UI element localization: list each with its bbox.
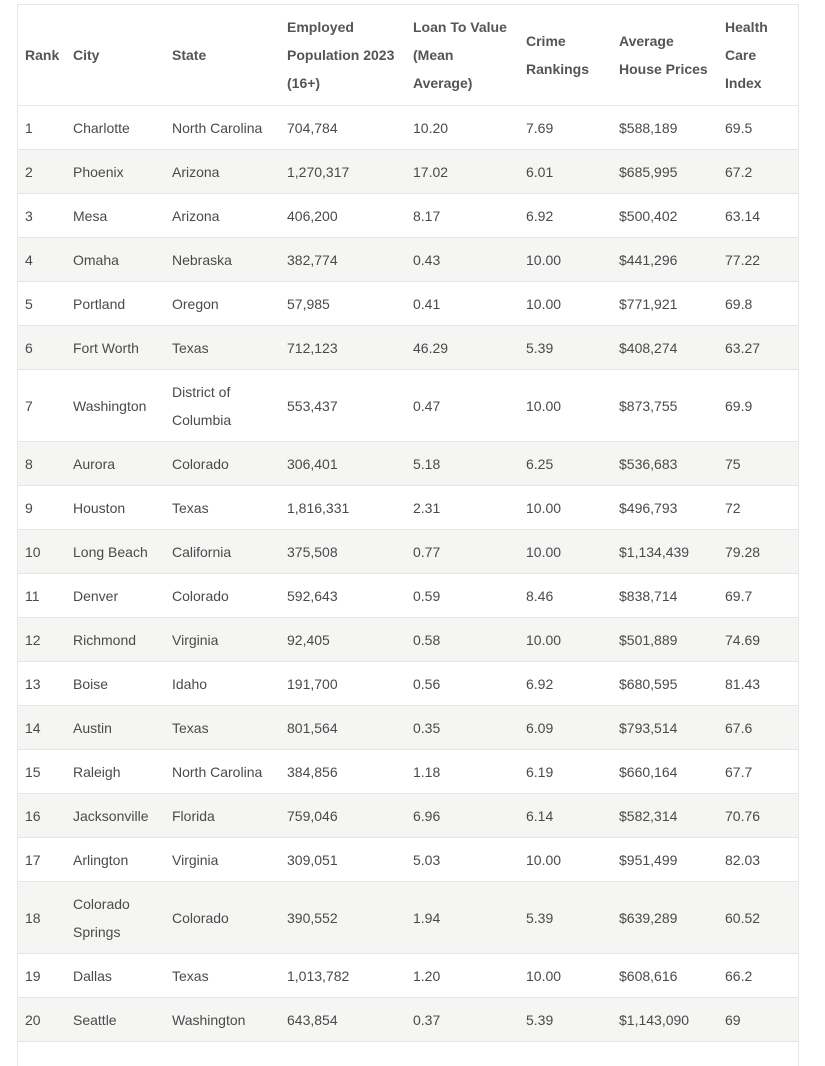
cell-employed-population: 643,854	[280, 998, 406, 1042]
cell-crime-ranking: 6.14	[519, 794, 612, 838]
cell-average-house-price: $680,595	[612, 662, 718, 706]
cell-loan-to-value: 2.31	[406, 486, 519, 530]
cell-crime-ranking: 6.19	[519, 750, 612, 794]
cell-employed-population: 1,013,782	[280, 954, 406, 998]
cell-crime-ranking: 5.39	[519, 998, 612, 1042]
cell-average-house-price: $536,683	[612, 442, 718, 486]
cell-city: Seattle	[66, 998, 165, 1042]
cell-employed-population: 801,564	[280, 706, 406, 750]
cell-rank: 7	[18, 370, 66, 442]
table-header	[18, 5, 798, 106]
cities-ranking-table	[18, 5, 798, 1062]
cell-crime-ranking: 5.39	[519, 882, 612, 954]
empty-cell	[18, 1042, 66, 1062]
cell-loan-to-value: 0.43	[406, 238, 519, 282]
table-row	[18, 486, 798, 530]
cell-city: Richmond	[66, 618, 165, 662]
cell-city: Fort Worth	[66, 326, 165, 370]
cell-health-care-index: 60.52	[718, 882, 798, 954]
cell-state: Nebraska	[165, 238, 280, 282]
header-rank: Rank	[18, 5, 66, 106]
cell-rank: 9	[18, 486, 66, 530]
cell-state: District of Columbia	[165, 370, 280, 442]
cell-city: Washington	[66, 370, 165, 442]
cell-crime-ranking: 10.00	[519, 530, 612, 574]
header-city: City	[66, 5, 165, 106]
cell-loan-to-value: 0.58	[406, 618, 519, 662]
cell-employed-population: 553,437	[280, 370, 406, 442]
header-health-care-index: Health Care Index	[718, 5, 798, 106]
cell-crime-ranking: 6.92	[519, 662, 612, 706]
cell-employed-population: 406,200	[280, 194, 406, 238]
cell-average-house-price: $608,616	[612, 954, 718, 998]
empty-cell	[280, 1042, 406, 1062]
table-row	[18, 882, 798, 954]
cell-crime-ranking: 7.69	[519, 106, 612, 150]
cell-loan-to-value: 1.94	[406, 882, 519, 954]
cell-loan-to-value: 10.20	[406, 106, 519, 150]
cell-employed-population: 1,270,317	[280, 150, 406, 194]
table-row	[18, 662, 798, 706]
cell-city: Phoenix	[66, 150, 165, 194]
cell-rank: 13	[18, 662, 66, 706]
cell-average-house-price: $588,189	[612, 106, 718, 150]
cell-loan-to-value: 1.20	[406, 954, 519, 998]
cell-rank: 17	[18, 838, 66, 882]
cell-state: Washington	[165, 998, 280, 1042]
cell-average-house-price: $685,995	[612, 150, 718, 194]
cell-state: North Carolina	[165, 750, 280, 794]
cell-health-care-index: 69.8	[718, 282, 798, 326]
cell-city: Mesa	[66, 194, 165, 238]
cell-health-care-index: 72	[718, 486, 798, 530]
cell-employed-population: 92,405	[280, 618, 406, 662]
table-row	[18, 954, 798, 998]
cell-rank: 6	[18, 326, 66, 370]
cell-rank: 16	[18, 794, 66, 838]
empty-cell	[612, 1042, 718, 1062]
header-state: State	[165, 5, 280, 106]
cell-city: Denver	[66, 574, 165, 618]
cell-average-house-price: $660,164	[612, 750, 718, 794]
cell-loan-to-value: 0.35	[406, 706, 519, 750]
cell-health-care-index: 81.43	[718, 662, 798, 706]
cell-health-care-index: 63.27	[718, 326, 798, 370]
cell-health-care-index: 77.22	[718, 238, 798, 282]
cell-state: Texas	[165, 706, 280, 750]
cell-health-care-index: 74.69	[718, 618, 798, 662]
cell-rank: 8	[18, 442, 66, 486]
cell-city: Portland	[66, 282, 165, 326]
cell-health-care-index: 69.7	[718, 574, 798, 618]
table-row-partial	[18, 1042, 798, 1062]
cell-crime-ranking: 6.92	[519, 194, 612, 238]
cell-state: Texas	[165, 326, 280, 370]
cell-loan-to-value: 46.29	[406, 326, 519, 370]
cell-average-house-price: $639,289	[612, 882, 718, 954]
cell-crime-ranking: 10.00	[519, 954, 612, 998]
cell-state: Florida	[165, 794, 280, 838]
cell-average-house-price: $408,274	[612, 326, 718, 370]
table-row	[18, 706, 798, 750]
cell-rank: 18	[18, 882, 66, 954]
table-row	[18, 282, 798, 326]
cell-average-house-price: $793,514	[612, 706, 718, 750]
cell-city: Long Beach	[66, 530, 165, 574]
cell-city: Houston	[66, 486, 165, 530]
cell-employed-population: 375,508	[280, 530, 406, 574]
cell-crime-ranking: 8.46	[519, 574, 612, 618]
cell-rank: 3	[18, 194, 66, 238]
cell-health-care-index: 69.9	[718, 370, 798, 442]
cell-city: Arlington	[66, 838, 165, 882]
cell-rank: 20	[18, 998, 66, 1042]
cell-crime-ranking: 10.00	[519, 370, 612, 442]
cell-loan-to-value: 17.02	[406, 150, 519, 194]
cell-average-house-price: $582,314	[612, 794, 718, 838]
cell-employed-population: 382,774	[280, 238, 406, 282]
cell-loan-to-value: 0.41	[406, 282, 519, 326]
cell-rank: 15	[18, 750, 66, 794]
cell-health-care-index: 82.03	[718, 838, 798, 882]
cell-city: Dallas	[66, 954, 165, 998]
table-row	[18, 194, 798, 238]
table-row	[18, 442, 798, 486]
cell-loan-to-value: 0.37	[406, 998, 519, 1042]
cell-average-house-price: $1,143,090	[612, 998, 718, 1042]
cell-crime-ranking: 6.25	[519, 442, 612, 486]
cell-state: California	[165, 530, 280, 574]
cell-rank: 14	[18, 706, 66, 750]
table-row	[18, 150, 798, 194]
cell-loan-to-value: 6.96	[406, 794, 519, 838]
cell-employed-population: 57,985	[280, 282, 406, 326]
table-row	[18, 370, 798, 442]
cell-loan-to-value: 5.03	[406, 838, 519, 882]
cell-crime-ranking: 10.00	[519, 486, 612, 530]
cell-employed-population: 390,552	[280, 882, 406, 954]
cell-rank: 12	[18, 618, 66, 662]
cell-state: Arizona	[165, 194, 280, 238]
cell-crime-ranking: 5.39	[519, 326, 612, 370]
cell-crime-ranking: 6.01	[519, 150, 612, 194]
cell-loan-to-value: 0.56	[406, 662, 519, 706]
table-row	[18, 530, 798, 574]
table-row	[18, 794, 798, 838]
cell-average-house-price: $873,755	[612, 370, 718, 442]
cell-average-house-price: $441,296	[612, 238, 718, 282]
cell-loan-to-value: 5.18	[406, 442, 519, 486]
cell-health-care-index: 69.5	[718, 106, 798, 150]
cell-state: Idaho	[165, 662, 280, 706]
cell-average-house-price: $838,714	[612, 574, 718, 618]
cell-city: Aurora	[66, 442, 165, 486]
cell-city: Austin	[66, 706, 165, 750]
table-row	[18, 574, 798, 618]
cell-employed-population: 309,051	[280, 838, 406, 882]
cell-state: Oregon	[165, 282, 280, 326]
cell-employed-population: 592,643	[280, 574, 406, 618]
cell-city: Boise	[66, 662, 165, 706]
cell-loan-to-value: 8.17	[406, 194, 519, 238]
table-row	[18, 998, 798, 1042]
cell-rank: 19	[18, 954, 66, 998]
cell-average-house-price: $500,402	[612, 194, 718, 238]
cell-state: Virginia	[165, 838, 280, 882]
table-row	[18, 106, 798, 150]
cell-loan-to-value: 0.59	[406, 574, 519, 618]
header-crime-rankings: Crime Rankings	[519, 5, 612, 106]
cell-average-house-price: $1,134,439	[612, 530, 718, 574]
cell-health-care-index: 69	[718, 998, 798, 1042]
cell-state: Colorado	[165, 442, 280, 486]
cell-health-care-index: 66.2	[718, 954, 798, 998]
table-row	[18, 750, 798, 794]
cell-rank: 11	[18, 574, 66, 618]
cell-employed-population: 712,123	[280, 326, 406, 370]
cell-rank: 2	[18, 150, 66, 194]
header-average-house-prices: Average House Prices	[612, 5, 718, 106]
empty-cell	[519, 1042, 612, 1062]
table-body	[18, 106, 798, 1062]
cities-table-container	[17, 4, 799, 1066]
cell-rank: 5	[18, 282, 66, 326]
table-row	[18, 618, 798, 662]
cell-city: Jacksonville	[66, 794, 165, 838]
cell-employed-population: 191,700	[280, 662, 406, 706]
cell-employed-population: 704,784	[280, 106, 406, 150]
cell-health-care-index: 63.14	[718, 194, 798, 238]
cell-state: Texas	[165, 954, 280, 998]
empty-cell	[406, 1042, 519, 1062]
cell-crime-ranking: 10.00	[519, 282, 612, 326]
table-row	[18, 238, 798, 282]
empty-cell	[165, 1042, 280, 1062]
table-row	[18, 326, 798, 370]
cell-average-house-price: $951,499	[612, 838, 718, 882]
cell-employed-population: 306,401	[280, 442, 406, 486]
cell-state: North Carolina	[165, 106, 280, 150]
cell-crime-ranking: 10.00	[519, 838, 612, 882]
cell-city: Raleigh	[66, 750, 165, 794]
empty-cell	[66, 1042, 165, 1062]
cell-average-house-price: $501,889	[612, 618, 718, 662]
cell-state: Virginia	[165, 618, 280, 662]
cell-average-house-price: $496,793	[612, 486, 718, 530]
cell-state: Arizona	[165, 150, 280, 194]
cell-city: Charlotte	[66, 106, 165, 150]
cell-city: Omaha	[66, 238, 165, 282]
cell-city: Colorado Springs	[66, 882, 165, 954]
empty-cell	[718, 1042, 798, 1062]
cell-state: Colorado	[165, 882, 280, 954]
cell-state: Texas	[165, 486, 280, 530]
cell-health-care-index: 67.7	[718, 750, 798, 794]
cell-health-care-index: 79.28	[718, 530, 798, 574]
table-row	[18, 838, 798, 882]
cell-rank: 4	[18, 238, 66, 282]
cell-employed-population: 1,816,331	[280, 486, 406, 530]
cell-loan-to-value: 1.18	[406, 750, 519, 794]
cell-crime-ranking: 6.09	[519, 706, 612, 750]
cell-loan-to-value: 0.47	[406, 370, 519, 442]
cell-crime-ranking: 10.00	[519, 238, 612, 282]
cell-employed-population: 384,856	[280, 750, 406, 794]
cell-state: Colorado	[165, 574, 280, 618]
header-loan-to-value: Loan To Value (Mean Average)	[406, 5, 519, 106]
cell-health-care-index: 75	[718, 442, 798, 486]
cell-employed-population: 759,046	[280, 794, 406, 838]
cell-health-care-index: 67.2	[718, 150, 798, 194]
cell-rank: 1	[18, 106, 66, 150]
cell-loan-to-value: 0.77	[406, 530, 519, 574]
cell-health-care-index: 67.6	[718, 706, 798, 750]
header-row	[18, 5, 798, 106]
cell-average-house-price: $771,921	[612, 282, 718, 326]
header-employed-population: Employed Population 2023 (16+)	[280, 5, 406, 106]
cell-crime-ranking: 10.00	[519, 618, 612, 662]
cell-health-care-index: 70.76	[718, 794, 798, 838]
cell-rank: 10	[18, 530, 66, 574]
